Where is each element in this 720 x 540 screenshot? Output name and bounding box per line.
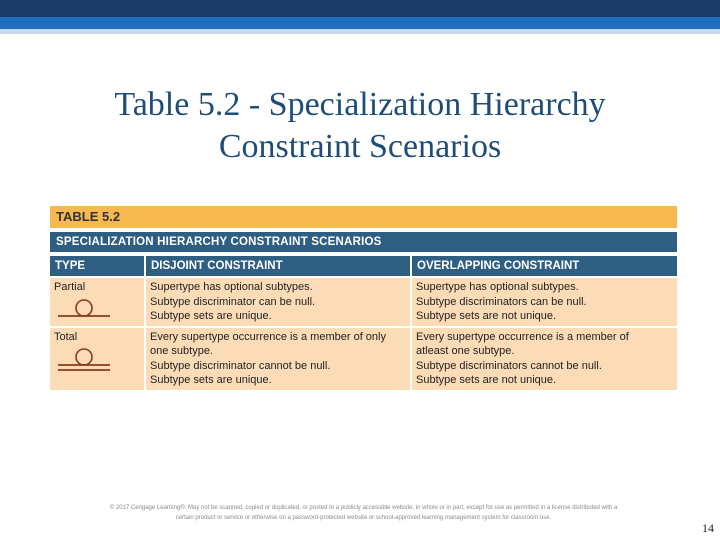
slide-title-line-2: Constraint Scenarios xyxy=(218,128,502,165)
copyright-line-2: certain product or service or otherwise on a password-protected website or school-approved learning management system for classroom use. xyxy=(175,515,552,521)
statement: Subtype sets are not unique. xyxy=(416,374,557,386)
statement: Subtype discriminator can be null. xyxy=(150,295,316,308)
statement: one subtype. xyxy=(150,345,213,357)
statement: Subtype discriminators can be null. xyxy=(416,295,587,308)
type-cell-partial xyxy=(50,277,145,327)
header-bar-blue xyxy=(0,17,720,29)
partial-completeness-icon xyxy=(54,297,114,321)
table-header-row xyxy=(50,256,677,277)
disjoint-cell-partial xyxy=(145,277,411,327)
statement: Supertype has optional subtypes. xyxy=(150,281,313,293)
overlapping-cell-partial xyxy=(411,277,677,327)
total-completeness-icon xyxy=(54,346,114,374)
header-overlapping: OVERLAPPING CONSTRAINT xyxy=(411,256,677,277)
disjoint-cell-total xyxy=(145,327,411,390)
table-row xyxy=(50,277,677,327)
slide-title xyxy=(40,84,680,168)
statement: atleast one subtype. xyxy=(416,345,515,357)
table-grid xyxy=(50,256,677,390)
copyright-line-1: © 2017 Cengage Learning®. May not be scanned, copied or duplicated, or posted to a publicly accessible website, in whole or in part, except for use as permitted in a license distributed with a xyxy=(109,505,618,511)
statement: Every supertype occurrence is a member of only xyxy=(150,330,386,343)
copyright-notice xyxy=(50,503,677,523)
statement: Every supertype occurrence is a member of xyxy=(416,330,629,343)
statement: Subtype sets are unique. xyxy=(150,374,272,386)
slide-title-line-1: Table 5.2 - Specialization Hierarchy xyxy=(114,86,606,123)
header-bar-navy xyxy=(0,0,720,17)
statement: Subtype sets are not unique. xyxy=(416,310,557,322)
page-number: 14 xyxy=(702,521,714,535)
table-caption: SPECIALIZATION HIERARCHY CONSTRAINT SCENARIOS xyxy=(50,232,677,252)
header-disjoint: DISJOINT CONSTRAINT xyxy=(145,256,411,277)
type-cell-total xyxy=(50,327,145,390)
type-label: Total xyxy=(54,330,78,343)
header-type: TYPE xyxy=(50,256,145,277)
statement: Subtype discriminators cannot be null. xyxy=(416,359,602,372)
statement: Subtype sets are unique. xyxy=(150,310,272,322)
header-bar-light xyxy=(0,29,720,34)
constraint-table xyxy=(50,206,677,390)
type-label: Partial xyxy=(54,281,86,293)
table-row xyxy=(50,327,677,390)
table-number: TABLE 5.2 xyxy=(50,206,677,228)
statement: Subtype discriminator cannot be null. xyxy=(150,359,331,372)
statement: Supertype has optional subtypes. xyxy=(416,281,579,293)
overlapping-cell-total xyxy=(411,327,677,390)
